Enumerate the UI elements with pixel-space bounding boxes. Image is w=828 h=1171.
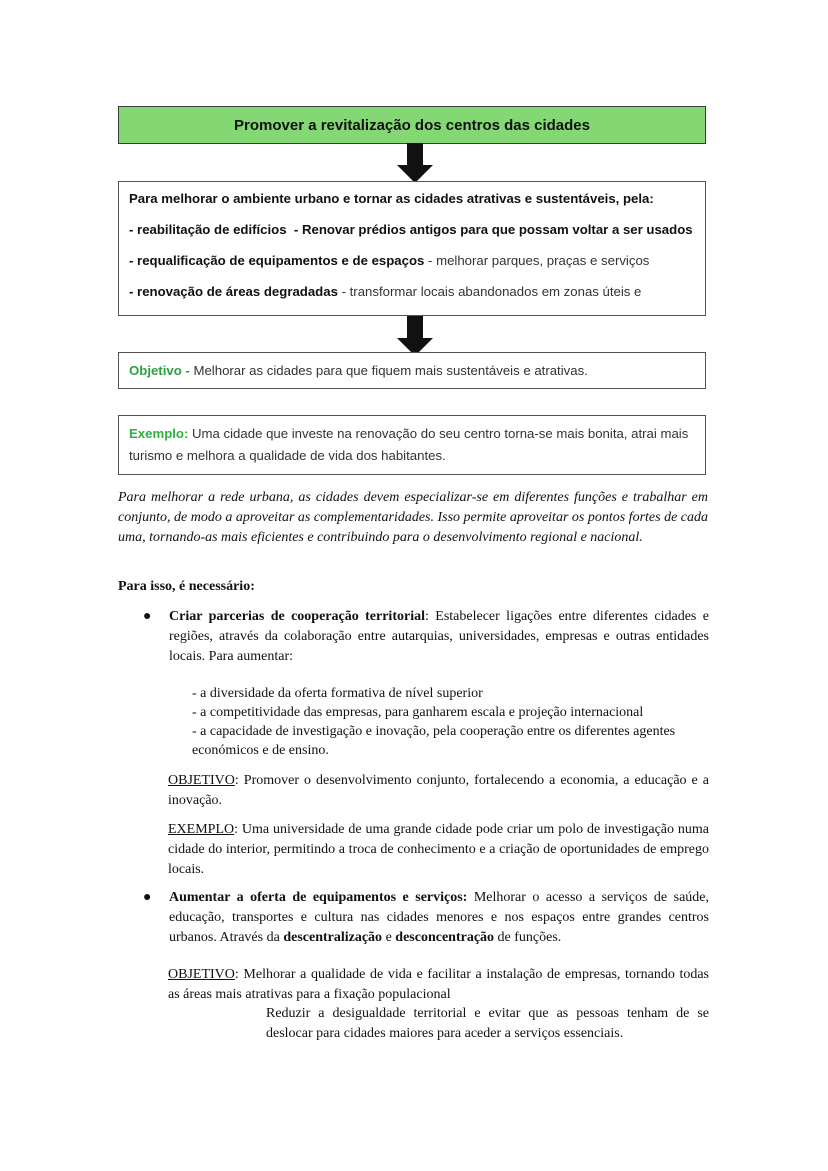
measure-item: - requalificação de equipamentos e de espaços - melhorar parques, praças e serviços — [129, 253, 650, 268]
measures-box — [118, 181, 706, 316]
bullet-text: Criar parcerias de cooperação territorial: Estabelecer ligações entre diferentes cidades e regiões, através da colaboração entre autarquias, universidades, empresas e outras entidades locais. Para aumentar: — [169, 609, 709, 664]
sub-item: - a competitividade das empresas, para ganharem escala e projeção internacional — [192, 705, 644, 720]
example-text: Uma cidade que investe na renovação do seu centro torna-se mais bonita, atrai mais turismo e melhora a qualidade de vida dos habitantes. — [129, 426, 689, 463]
bullet1-objective: OBJETIVO: Promover o desenvolvimento conjunto, fortalecendo a economia, a educação e a inovação. — [168, 773, 709, 808]
list-item — [143, 888, 709, 948]
measure-item: - reabilitação de edifícios - Renovar prédios antigos para que possam voltar a ser usados — [129, 222, 693, 237]
objective-box — [118, 352, 706, 389]
sub-item: - a diversidade da oferta formativa de nível superior — [192, 686, 483, 701]
bullet-icon: ● — [143, 609, 152, 624]
sub-item: - a capacidade de investigação e inovação, pela cooperação entre os diferentes agentes económicos e de ensino. — [192, 724, 676, 758]
diagram-title: Promover a revitalização dos centros das cidades — [234, 116, 590, 134]
bullet-text: Aumentar a oferta de equipamentos e serviços: Melhorar o acesso a serviços de saúde, educação, transportes e cultura nas cidades menores e nos espaços entre grandes centros urbanos. Através da descentralização e desconcentração de funções. — [169, 890, 709, 945]
bullet2-objective-extra: Reduzir a desigualdade territorial e evitar que as pessoas tenham de se deslocar para cidades maiores para aceder a serviços essenciais. — [266, 1006, 709, 1041]
intro-paragraph: Para melhorar a rede urbana, as cidades devem especializar-se em diferentes funções e trabalhar em conjunto, de modo a aproveitar as complementaridades. Isso permite aproveitar os pontos fortes de cada uma, tornando-as mais eficientes e contribuindo para o desenvolvimento regional e nacional. — [118, 490, 709, 545]
down-arrow-icon — [397, 316, 433, 356]
list-item — [143, 607, 709, 667]
bullet2-objective: OBJETIVO: Melhorar a qualidade de vida e facilitar a instalação de empresas, tornando todas as áreas mais atrativas para a fixação populacional — [168, 967, 709, 1002]
bullet-icon: ● — [143, 890, 152, 905]
measure-item: - renovação de áreas degradadas - transformar locais abandonados em zonas úteis e — [129, 284, 642, 299]
bullet1-example: EXEMPLO: Uma universidade de uma grande cidade pode criar um polo de investigação numa cidade do interior, permitindo a troca de conhecimento e a criação de oportunidades de emprego locais. — [168, 822, 709, 877]
down-arrow-icon — [397, 143, 433, 183]
measures-intro: Para melhorar o ambiente urbano e tornar as cidades atrativas e sustentáveis, pela: — [129, 191, 654, 206]
section-heading: Para isso, é necessário: — [118, 579, 255, 594]
objective-text: Melhorar as cidades para que fiquem mais sustentáveis e atrativas. — [193, 363, 588, 378]
objective-label: Objetivo - — [129, 363, 190, 378]
diagram-title-box — [118, 106, 706, 144]
example-label: Exemplo: — [129, 426, 189, 441]
example-box — [118, 415, 706, 475]
